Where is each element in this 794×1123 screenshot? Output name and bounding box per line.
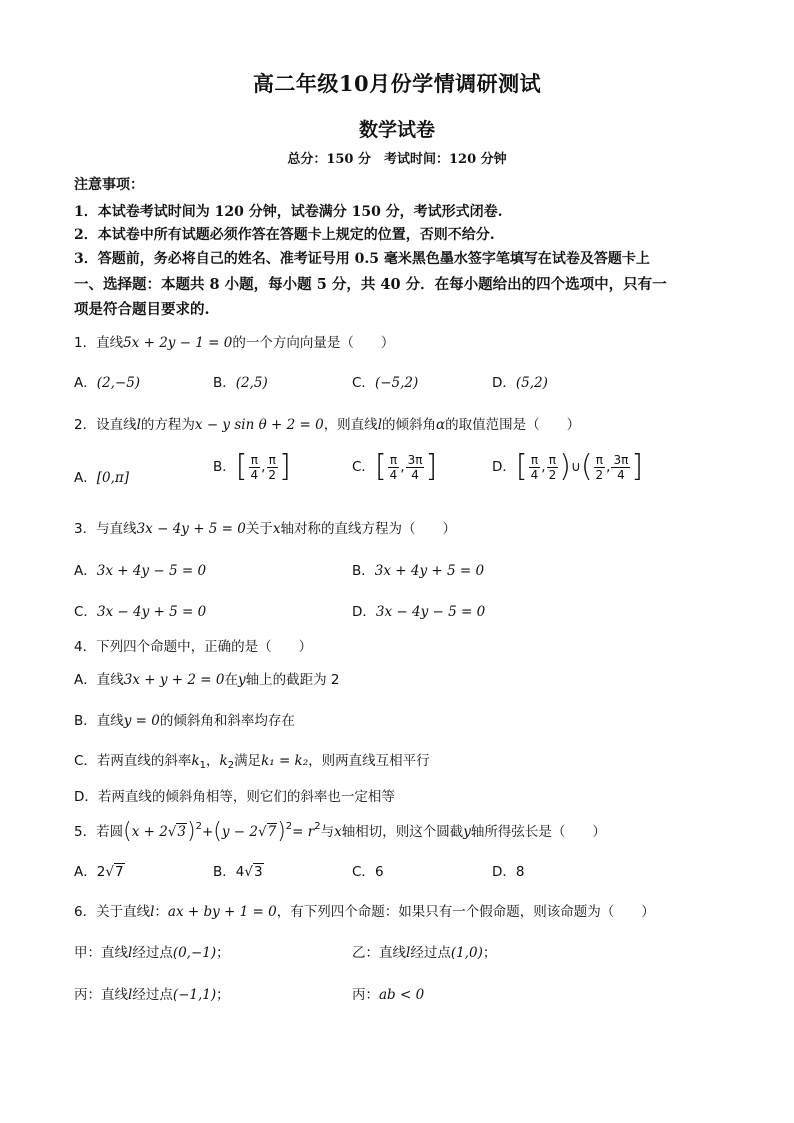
q1-option-c: C．(−5,2) <box>352 375 419 391</box>
q1-option-b: B．(2,5) <box>213 375 268 391</box>
q1-option-a: A．(2,−5) <box>74 375 141 391</box>
q1-equation: 5x + 2y − 1 = 0 <box>123 335 233 351</box>
q6-statement-yi: 乙：直线l经过点(1,0)； <box>352 945 497 961</box>
section-heading-line2: 项是符合题目要求的. <box>74 301 210 318</box>
notice-item-1: 1．本试卷考试时间为 120 分钟，试卷满分 150 分，考试形式闭卷. <box>74 204 503 220</box>
question-2-stem: 2．设直线l的方程为x − y sin θ + 2 = 0，则直线l的倾斜角α的取值范围是（ ） <box>74 417 581 433</box>
q5-option-a: A．2√7 <box>74 864 124 880</box>
question-5-stem: 5．若圆$(x + 2√3)^2+(y - 2√7)^2= r^2$与x轴相切，则这个圆截y轴所得弦长是（ ） <box>74 819 606 844</box>
q3-option-c: C．3x − 4y + 5 = 0 <box>74 604 207 620</box>
q2-option-c: C．[ $\frac{\pi}{4}$ , $\frac{3\pi}{4}$ ] <box>352 449 438 484</box>
q2-option-b: B．[ $\frac{\pi}{4}$ , $\frac{\pi}{2}$ ] <box>213 449 291 484</box>
exam-title: 高二年级10月份学情调研测试 <box>252 71 542 96</box>
q3-option-b: B．3x + 4y + 5 = 0 <box>352 563 485 579</box>
q6-statement-bing: 丙：直线l经过点(−1,1)； <box>74 987 230 1003</box>
q5-option-c: C．6 <box>352 864 384 880</box>
q3-option-d: D．3x − 4y − 5 = 0 <box>352 604 486 620</box>
q4-option-a: A．直线3x + y + 2 = 0在y轴上的截距为 2 <box>74 672 340 688</box>
q6-statement-ding: 丙：ab < 0 <box>352 987 425 1003</box>
q6-statement-jia: 甲：直线l经过点(0,−1)； <box>74 945 230 961</box>
notice-heading: 注意事项： <box>74 177 144 193</box>
section-heading-line1: 一、选择题：本题共 8 小题，每小题 5 分，共 40 分．在每小题给出的四个选项中，只有一 <box>74 276 667 293</box>
q4-option-d: D．若两直线的倾斜角相等，则它们的斜率也一定相等 <box>74 789 395 805</box>
q2-option-d: D．[ $\frac{\pi}{4}$ , $\frac{\pi}{2}$ )∪( $\frac{\pi}{2}$ , $\frac{3\pi}{4}$ ] <box>492 449 644 484</box>
q4-option-b: B．直线y = 0的倾斜角和斜率均存在 <box>74 713 295 729</box>
q1-option-d: D．(5,2) <box>492 375 548 391</box>
question-1-stem: 1．直线5x + 2y − 1 = 0的一个方向向量是（ ） <box>74 335 395 351</box>
question-3-stem: 3．与直线3x − 4y + 5 = 0关于x轴对称的直线方程为（ ） <box>74 521 456 537</box>
exam-subtitle: 数学试卷 <box>358 119 435 141</box>
q2-option-a: A．[0,π] <box>74 470 130 486</box>
q5-option-b: B．4√3 <box>213 864 263 880</box>
question-6-stem: 6．关于直线l：ax + by + 1 = 0，有下列四个命题：如果只有一个假命题，则该命题为（ ） <box>74 904 655 920</box>
question-4-stem: 4．下列四个命题中，正确的是（ ） <box>74 639 313 655</box>
notice-item-2: 2．本试卷中所有试题必须作答在答题卡上规定的位置，否则不给分. <box>74 227 495 243</box>
notice-item-3: 3．答题前，务必将自己的姓名、准考证号用 0.5 毫米黑色墨水签字笔填写在试卷及答题卡上 <box>74 251 650 267</box>
exam-meta: 总分：150 分 考试时间：120 分钟 <box>287 152 507 167</box>
q4-option-c: C．若两直线的斜率$k_1$，$k_2$满足k₁ = k₂，则两直线互相平行 <box>74 753 430 771</box>
q2-equation: x − y sin θ + 2 = 0 <box>194 417 324 433</box>
q5-option-d: D．8 <box>492 864 525 880</box>
q3-option-a: A．3x + 4y − 5 = 0 <box>74 563 207 579</box>
